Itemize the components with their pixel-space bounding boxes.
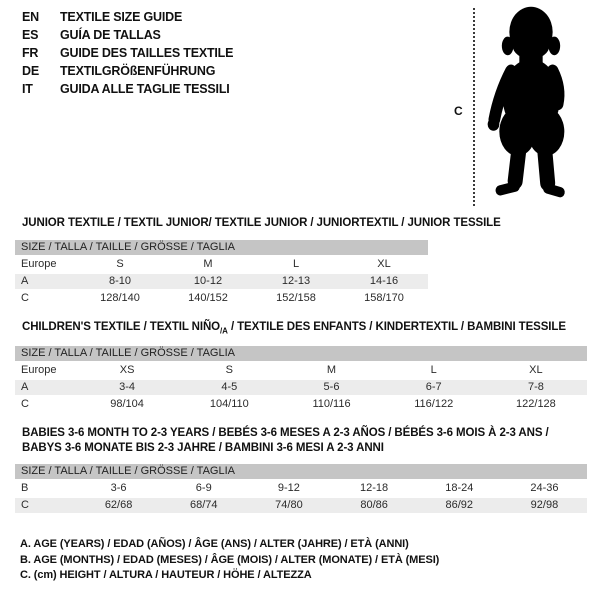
table-row (15, 496, 587, 513)
table-cell: 80/86 (360, 499, 388, 511)
size-header-bar: SIZE / TALLA / TAILLE / GRÖSSE / TAGLIA (15, 346, 587, 361)
table-cell: XL (377, 258, 391, 270)
table-cell: 86/92 (445, 499, 474, 511)
junior-size-table (15, 240, 428, 306)
table-cell: 128/140 (100, 292, 140, 304)
table-cell: XS (119, 364, 135, 376)
table-cell: 6-7 (425, 381, 442, 393)
table-cell: M (203, 258, 213, 270)
size-header-bar: SIZE / TALLA / TAILLE / GRÖSSE / TAGLIA (15, 240, 428, 255)
height-measure-dotted-line (473, 8, 475, 206)
babies-title-line1: BABIES 3-6 MONTH TO 2-3 YEARS / BEBÉS 3-6 MESES A 2-3 AÑOS / BÉBÉS 3-6 MOIS À 2-3 ANS / (22, 427, 549, 439)
table-cell: L (430, 364, 437, 376)
table-row (15, 272, 428, 289)
table-cell: 158/170 (364, 292, 404, 304)
language-row (22, 80, 233, 98)
language-code: ES (22, 28, 39, 42)
footnote-c: C. (cm) HEIGHT / ALTURA / HAUTEUR / HÖHE / ALTEZZA (20, 569, 312, 581)
children-title-part: CHILDREN'S TEXTILE / TEXTIL NIÑO (22, 321, 221, 333)
language-code: DE (22, 64, 39, 78)
table-cell: 122/128 (516, 398, 556, 410)
guide-title: TEXTILE SIZE GUIDE (60, 10, 183, 24)
table-row (15, 289, 428, 306)
table-cell: 12-18 (360, 482, 389, 494)
table-cell: M (326, 364, 337, 376)
table-cell: 12-13 (281, 275, 311, 287)
table-cell: S (225, 364, 233, 376)
language-row (22, 62, 233, 80)
footnotes (20, 537, 439, 584)
row-label: C (21, 398, 29, 410)
language-row (22, 8, 233, 26)
table-cell: 8-10 (108, 275, 132, 287)
table-row (15, 378, 587, 395)
table-cell: 6-9 (195, 482, 212, 494)
row-label: Europe (21, 258, 57, 270)
baby-silhouette-icon (481, 4, 581, 209)
table-cell: 10-12 (193, 275, 223, 287)
table-row (15, 361, 587, 378)
table-cell: 68/74 (189, 499, 218, 511)
table-row (15, 395, 587, 412)
size-header-bar: SIZE / TALLA / TAILLE / GRÖSSE / TAGLIA (15, 464, 587, 479)
table-cell: 104/110 (209, 398, 249, 410)
junior-section-title: JUNIOR TEXTILE / TEXTIL JUNIOR/ TEXTILE JUNIOR / JUNIORTEXTIL / JUNIOR TESSILE (22, 217, 501, 229)
table-cell: 98/104 (110, 398, 144, 410)
table-cell: 24-36 (530, 482, 559, 494)
table-cell: 14-16 (369, 275, 399, 287)
row-label: Europe (21, 364, 57, 376)
children-title-part: / TEXTILE DES ENFANTS / KINDERTEXTIL / BAMBINI TESSILE (227, 321, 566, 333)
language-title-list (22, 8, 233, 98)
babies-section-title (22, 426, 549, 456)
table-cell: 3-6 (110, 482, 127, 494)
table-cell: XL (529, 364, 543, 376)
table-cell: 7-8 (527, 381, 544, 393)
footnote-a: A. AGE (YEARS) / EDAD (AÑOS) / ÂGE (ANS) / ALTER (JAHRE) / ETÀ (ANNI) (20, 538, 409, 550)
table-cell: 62/68 (104, 499, 133, 511)
language-code: FR (22, 46, 39, 60)
guide-title: GUÍA DE TALLAS (60, 28, 161, 42)
table-cell: 74/80 (275, 499, 303, 511)
table-cell: 5-6 (323, 381, 340, 393)
table-cell: 140/152 (188, 292, 228, 304)
language-row (22, 44, 233, 62)
row-label: C (21, 292, 29, 304)
row-label: A (21, 275, 29, 287)
footnote-b: B. AGE (MONTHS) / EDAD (MESES) / ÂGE (MOIS) / ALTER (MONATE) / ETÀ (MESI) (20, 553, 440, 566)
babies-title-line2: BABYS 3-6 MONATE BIS 2-3 JAHRE / BAMBINI 3-6 MESI A 2-3 ANNI (22, 442, 384, 454)
table-cell: 116/122 (414, 398, 454, 410)
table-row (15, 255, 428, 272)
table-cell: 9-12 (277, 482, 300, 494)
language-code: EN (22, 10, 39, 24)
table-cell: 18-24 (445, 482, 474, 494)
row-label: B (21, 482, 29, 494)
row-label: C (21, 499, 29, 511)
table-cell: 3-4 (119, 381, 136, 393)
language-code: IT (22, 82, 33, 96)
height-label-c: C (454, 104, 463, 118)
guide-title: GUIDA ALLE TAGLIE TESSILI (60, 82, 230, 96)
guide-title: TEXTILGRÖßENFÜHRUNG (60, 64, 216, 78)
babies-size-table (15, 464, 587, 513)
guide-title: GUIDE DES TAILLES TEXTILE (60, 46, 234, 60)
table-cell: 152/158 (276, 292, 316, 304)
table-row (15, 479, 587, 496)
table-cell: 4-5 (221, 381, 238, 393)
children-section-title (22, 320, 566, 338)
table-cell: 92/98 (530, 499, 559, 511)
baby-figure (440, 0, 600, 220)
children-size-table (15, 346, 587, 412)
children-title-subscript: /A (220, 326, 228, 336)
table-cell: L (292, 258, 300, 270)
table-cell: 110/116 (312, 398, 351, 410)
table-cell: S (116, 258, 124, 270)
language-row (22, 26, 233, 44)
row-label: A (21, 381, 29, 393)
